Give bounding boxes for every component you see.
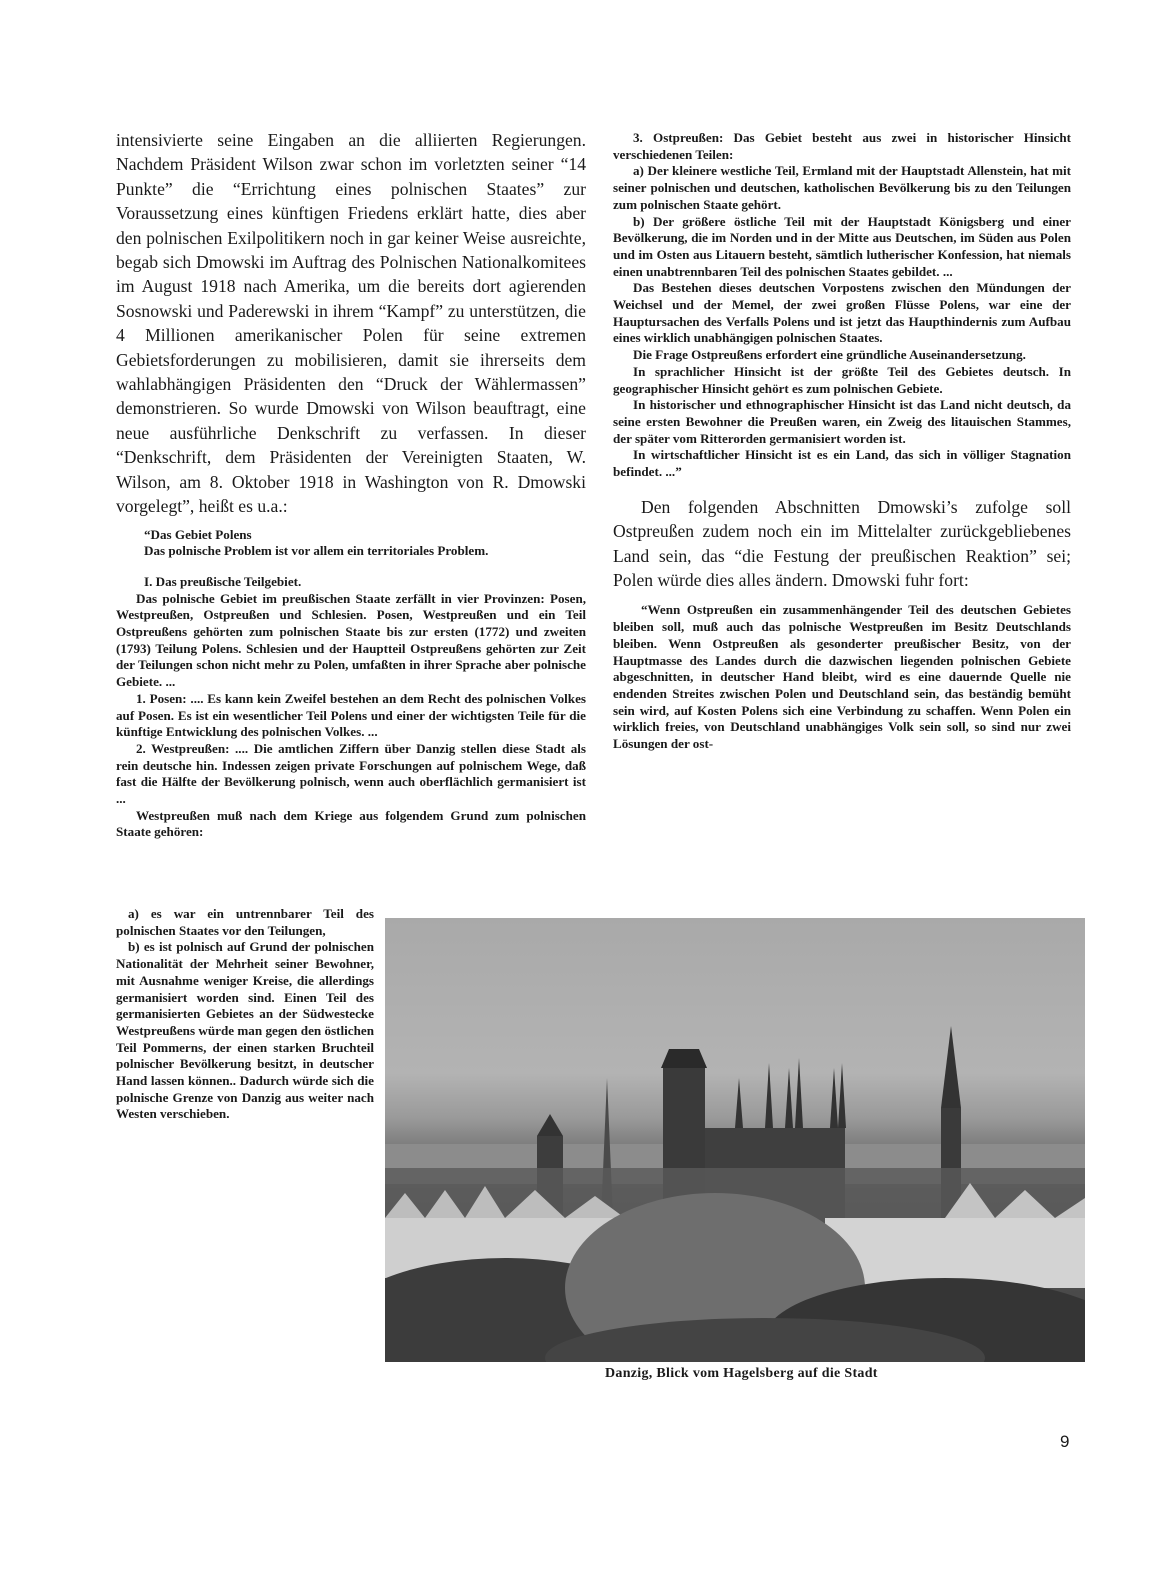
- left-column: [116, 128, 586, 841]
- spire: [795, 1058, 803, 1128]
- quote-paragraph: Westpreußen muß nach dem Kriege aus folgendem Grund zum polnischen Staate gehören:: [116, 807, 586, 840]
- quote-paragraph: 3. Ostpreußen: Das Gebiet besteht aus zwei in historischer Hinsicht verschiedenen Teilen:: [613, 130, 1071, 162]
- quote-paragraph: Das Bestehen dieses deutschen Vorpostens zwischen den Mündungen der Weichsel und der Memel, der zwei großen Flüsse Polens, war eine der Hauptursachen des Verfalls Polens und ist jetzt das Haupthindernis zum Aufbau eines wirklich unabhängigen polnischen Staates.: [613, 280, 1071, 346]
- quote-paragraph: Die Frage Ostpreußens erfordert eine gründliche Auseinandersetzung.: [633, 347, 1026, 363]
- spire: [735, 1078, 743, 1128]
- quote-paragraph: 2. Westpreußen: .... Die amtlichen Ziffern über Danzig stellen diese Stadt als rein deutsche hin. Indessen zeigen private Forschungen auf polnischem Wege, daß fast die Hälfte der Bevölkerung polnisch, wenn auch oberflächlich germanisiert ist ...: [116, 740, 586, 807]
- church-roof: [537, 1114, 563, 1136]
- section-heading: I. Das preußische Teilgebiet.: [144, 573, 302, 589]
- page-number: 9: [1060, 1432, 1070, 1451]
- quote-paragraph: 1. Posen: .... Es kann kein Zweifel bestehen an dem Recht des polnischen Volkes auf Posen. Es ist ein wesentlicher Teil Polens und einer der wichtigsten Teile für die künftige Entwicklung des polnischen Volkes. ...: [116, 690, 586, 740]
- quote-paragraph: In wirtschaftlicher Hinsicht ist es ein Land, das sich in völliger Stagnation befindet. ...”: [613, 447, 1071, 480]
- quote-paragraph: In sprachlicher Hinsicht ist der größte Teil des Gebietes deutsch. In geographischer Hinsicht gehört es zum polnischen Gebiete.: [613, 363, 1071, 396]
- memorandum-quote: [116, 527, 586, 842]
- body-paragraph: Den folgenden Abschnitten Dmowski’s zufolge soll Ostpreußen zudem noch ein im Mittelalter zurückgebliebenes Land sein, das “die Festung der preußischen Reaktion” sei; Polen würde dies alles ändern. Dmowski fuhr fort:: [613, 496, 1071, 590]
- spire: [785, 1068, 793, 1128]
- quote-paragraph: a) es war ein untrennbarer Teil des polnischen Staates vor den Teilungen,: [116, 906, 374, 938]
- memorandum-quote-2: [613, 602, 1071, 752]
- spire: [830, 1068, 838, 1128]
- town-hall-spire: [941, 1026, 961, 1108]
- figure-caption: Danzig, Blick vom Hagelsberg auf die Stadt: [605, 1366, 878, 1381]
- memorandum-quote-continued: [613, 130, 1071, 481]
- quote-intro: Das polnische Problem ist vor allem ein territoriales Problem.: [144, 543, 489, 559]
- quote-paragraph: b) es ist polnisch auf Grund der polnischen Nationalität der Mehrheit seiner Bewohner, mit Ausnahme weniger Kreise, die allerdings germanisiert worden sind. Einen Teil des germanisierten Gebietes an der Südwestecke Westpreußens würde man gegen den östlichen Teil Pommerns, der einen starken Bruchteil polnischer Bevölkerung besitzt, in deutscher Hand lassen können.. Dadurch würde sich die polnische Grenze von Danzig aus weiter nach Westen verschieben.: [116, 939, 374, 1122]
- danzig-photo: [385, 918, 1085, 1362]
- right-body: [613, 495, 1071, 593]
- main-tower-roof: [661, 1049, 707, 1068]
- spire: [765, 1063, 773, 1128]
- spire: [838, 1063, 846, 1128]
- body-paragraph: intensivierte seine Eingaben an die alliierten Regierungen. Nachdem Präsident Wilson zwar schon im vorletzten seiner “14 Punkte” die “Errichtung eines polnischen Staates” zur Voraussetzung eines künftigen Friedens erklärt hatte, dies aber den polnischen Exilpolitikern noch in gar keiner Weise ausreichte, begab sich Dmowski im Auftrag des Polnischen Nationalkomitees im August 1918 nach Amerika, um die bereits dort agierenden Sosnowski und Paderewski in ihrem “Kampf” zu unterstützen, die 4 Millionen amerikanischer Polen für seine extremen Gebietsforderungen zu mobilisieren, damit sie ihrerseits dem wahlabhängigen Präsidenten den “Druck der Wählermassen” demonstrieren. So wurde Dmowski von Wilson beauftragt, eine neue ausführliche Denkschrift zu verfassen. In dieser “Denkschrift, dem Präsidenten der Vereinigten Staaten, W. Wilson, am 8. Oktober 1918 in Washington von R. Dmowski vorgelegt”, heißt es u.a.:: [116, 130, 586, 517]
- quote-paragraph: b) Der größere östliche Teil mit der Hauptstadt Königsberg und einer Bevölkerung, die im Norden und in der Mitte aus Deutschen, im Süden aus Polen und im Osten aus Litauern besteht, sämtlich lutherischer Konfession, hat niemals einen unabtrennbaren Teil des polnischen Staates gebildet. ...: [613, 213, 1071, 279]
- narrow-quote-column: [116, 906, 374, 1123]
- city-skyline-illustration: [385, 918, 1085, 1362]
- quote-paragraph: a) Der kleinere westliche Teil, Ermland mit der Hauptstadt Allenstein, hat mit seiner polnischen und deutschen, katholischen Bevölkerung bis zu den Teilungen zum polnischen Staate gehört.: [613, 163, 1071, 212]
- quote-paragraph: “Wenn Ostpreußen ein zusammenhängender Teil des deutschen Gebietes bleiben soll, muß auch das polnische Westpreußen im Besitz Deutschlands bleiben. Wenn Ostpreußen als gesonderter preußischer Besitz, von der Hauptmasse des Landes durch die dazwischen liegenden polnischen Gebiete abgeschnitten, in deutscher Hand bleibt, wird es eine dauernde Quelle nie endenden Streites zwischen Polen und Deutschland sein, das beständig bemüht sein wird, auf Kosten Polens sich eine Verbindung zu schaffen. Wenn Polen ein wirklich freies, von Deutschland unabhängiges Volk sein soll, so sind nur zwei Lösungen der ost-: [613, 602, 1071, 752]
- right-column: [613, 130, 1071, 753]
- quote-paragraph: In historischer und ethnographischer Hinsicht ist das Land nicht deutsch, da seine ersten Bewohner die Preußen waren, ein Zweig des litauischen Stammes, der später vom Ritterorden germanisiert worden ist.: [613, 397, 1071, 446]
- quote-paragraph: Das polnische Gebiet im preußischen Staate zerfällt in vier Provinzen: Posen, Westpreußen, Ostpreußen und Schlesien. Posen, Westpreußen und ein Teil Ostpreußens gehörten zum polnischen Staate bis zur ersten (1772) und zweiten (1793) Teilung Polens. Schlesien und der Hauptteil Ostpreußens gehörten zur Zeit der Teilungen schon nicht mehr zu Polen, umfaßten in ihrer Sprache aber polnische Gebiete. ...: [116, 590, 586, 690]
- quote-title: “Das Gebiet Polens: [144, 526, 252, 542]
